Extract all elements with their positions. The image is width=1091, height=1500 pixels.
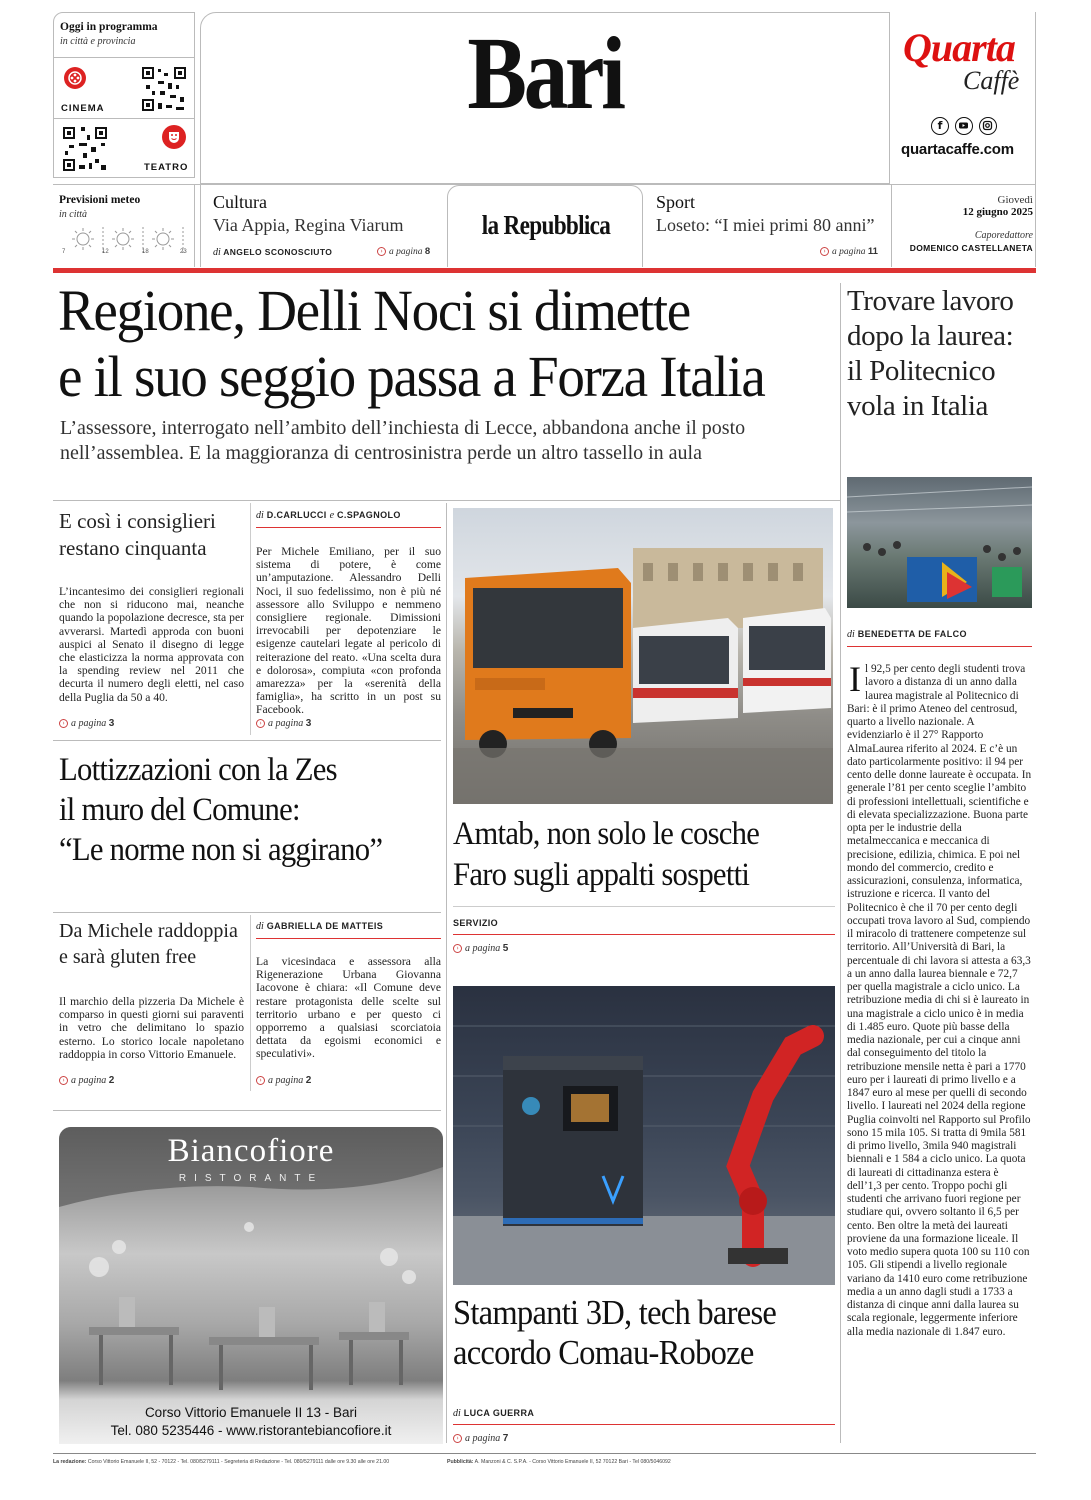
rigenerazione-body: La vicesindaca e assessora alla Rigenerazione Urbana Giovanna Iacovone è chiara: «Il Comune deve restare protagonista delle scelte sul territorio urbano e per questo ci opporremo a qualsiasi scorciatoia dettata da egoismi economici e speculativi». (256, 955, 441, 1061)
emiliano-page-ref[interactable]: › a pagina 3 (256, 718, 311, 729)
meteo-title: Previsioni meteo (59, 194, 141, 206)
ad-address: Corso Vittorio Emanuele II 13 - Bari (144, 1405, 358, 1420)
lead-headline-line-1[interactable]: Regione, Delli Noci si dimette (58, 278, 690, 343)
meteo-hour-1: 7 (62, 249, 66, 255)
programma-box (53, 12, 195, 178)
meteo-hour-4: 23 (180, 249, 187, 255)
date-day: Giovedì (997, 194, 1033, 206)
programma-sub: in città e provincia (60, 36, 136, 47)
arrow-icon: › (820, 247, 829, 256)
ad-contact[interactable]: Tel. 080 5235446 - www.ristorantebiancofiore.it (110, 1423, 392, 1438)
amtab-page-ref[interactable]: › a pagina 5 (453, 943, 508, 954)
teaser-page-ref[interactable]: › a pagina 11 (820, 246, 878, 257)
meteo-sub: in città (59, 209, 88, 220)
teaser-sport[interactable] (648, 188, 890, 266)
programma-title: Oggi in programma (60, 21, 158, 33)
consiglieri-title[interactable]: E così i consiglieri restano cinquanta (59, 509, 216, 560)
amtab-line-1: Amtab, non solo le cosche (453, 816, 760, 852)
arrow-icon: › (59, 719, 68, 728)
meteo-hour-3: 18 (142, 249, 149, 255)
lottizzazioni-line-1: Lottizzazioni con la Zes (59, 752, 337, 788)
politecnico-photo[interactable] (847, 477, 1032, 608)
city-title: Bari (467, 16, 623, 131)
teaser-title[interactable]: Via Appia, Regina Viarum (213, 215, 404, 235)
meteo-box (53, 185, 195, 267)
teatro-qr-code[interactable] (61, 125, 109, 173)
repubblica-logo-box[interactable] (447, 185, 643, 267)
politecnico-author: di BENEDETTA DE FALCO (847, 629, 967, 640)
consiglieri-page-ref[interactable]: › a pagina 3 (59, 718, 114, 729)
politecnico-body: l 92,5 per cento degli studenti trova lavoro a distanza di un anno dalla laurea magistrale al Politecnico di Bari: è il primo Ateneo del centrosud, quarto a livello nazionale. A evidenziarlo è il 27° Rapporto AlmaLaurea riferito al 2024. E c’è un dato particolarmente positivo: il 94 per cento delle donne laureate è occupata. In generale l’81 per cento sceglie l’ambito di professioni intellettuali, scientifiche e di elevata specializzazione. Buona parte opta per le industrie della metalmeccanica e meccanica di precisione, edilizia, chimica. E poi nel mondo del commercio, credito e assicurazioni, consulenza, informatica, istruzione e ricerca. Il vanto del Politecnico è che il 70 per cento degli occupati trova lavoro al Sud, compiendo il miracolo di trattenere competenze sul territorio. All’Università di Bari, la percentuale di chi lavora si attesta a 63,3 a un anno dalla laurea biennale e 72,7 per quella magistrale a ciclo unico. La retribuzione media di chi si è laureato in una magistrale a ciclo unico è in media di 1.485 euro. Quote più basse della media nazionale, per cui a cinque anni dal conseguimento del titolo la retribuzione mensile netta è pari a 1770 euro per i laureati di primo livello e a 1847 euro al mese per quelli di secondo livello. I laureati nel 2024 della regione Puglia coinvolti nel Rapporto sul Profilo sono 15 mila 105. Si tratta di 9mila 581 di primo livello, 3mila 940 magistrali biennali e 1 584 a ciclo unico. La quota di laureati di cittadinanza estera è dell’1,3 per cento. Troppo pochi gli studenti che arrivano fuori regione per studiare qui, ovvero soltanto il 6,5 per cento. Ben oltre la metà dei laureati proviene da una formazione liceale. Il voto medio supera quota 100 su 110 con 105. Gli stipendi a livello regionale variano da 1410 euro come retribuzione media a un anno dagli studi a 1733 a distanza di cinque anni dalla laurea su scala regionale, leggermente inferiore alla media nazionale di 1.847 euro. (847, 663, 1032, 1338)
teatro-label[interactable]: TEATRO (144, 162, 189, 173)
teaser-page-ref[interactable]: › a pagina 8 (377, 246, 430, 257)
youtube-icon[interactable] (955, 117, 973, 135)
date-block (893, 188, 1033, 266)
arrow-icon: › (256, 719, 265, 728)
sponsor-sub: Caffè (963, 66, 1020, 95)
teaser-section-label: Sport (656, 192, 696, 212)
stampanti-author: di LUCA GUERRA (453, 1408, 535, 1419)
rigenerazione-author: di GABRIELLA DE MATTEIS (256, 921, 384, 932)
amtab-tag: SERVIZIO (453, 918, 499, 928)
meteo-icons (61, 223, 191, 257)
cinema-label[interactable]: CINEMA (61, 103, 105, 114)
stampanti-page-ref[interactable]: › a pagina 7 (453, 1433, 508, 1444)
teaser-section-label: Cultura (213, 192, 267, 212)
sponsor-block[interactable] (893, 20, 1043, 170)
teaser-title[interactable]: Loseto: “I miei primi 80 anni” (656, 215, 875, 235)
stampanti-line-2: accordo Comau-Roboze (453, 1333, 754, 1372)
politecnico-article (847, 659, 1032, 1339)
date: 12 giugno 2025 (962, 206, 1033, 218)
lottizzazioni-line-3: “Le norme non si aggirano” (59, 832, 383, 868)
footer-redazione: La redazione: Corso Vittorio Emanuele II, 52 - 70122 - Tel. 080/5279111 - Segreteria di Redazione - Tel. 080/5279111 dalle ore 9.30 alle ore 21.00 (53, 1459, 390, 1465)
amtab-line-2: Faro sugli appalti sospetti (453, 857, 750, 893)
stampanti-headline[interactable] (453, 1293, 776, 1373)
instagram-icon[interactable] (979, 117, 997, 135)
arrow-icon: › (453, 944, 462, 953)
biancofiore-ad[interactable] (59, 1127, 443, 1444)
cinema-qr-code[interactable] (140, 65, 188, 113)
caporedattore-label: Caporedattore (974, 230, 1033, 241)
amtab-buses-photo[interactable] (453, 508, 833, 804)
teaser-author: di ANGELO SCONOSCIUTO (213, 247, 333, 258)
caporedattore-name: DOMENICO CASTELLANETA (909, 243, 1033, 253)
cinema-icon[interactable] (64, 67, 86, 89)
politecnico-title[interactable]: Trovare lavoro dopo la laurea: il Politecnico vola in Italia (847, 285, 1014, 422)
amtab-headline[interactable] (453, 814, 759, 896)
arrow-icon: › (377, 247, 386, 256)
stampanti-line-1: Stampanti 3D, tech barese (453, 1293, 777, 1332)
ad-brand-name: Biancofiore (167, 1133, 335, 1169)
lead-summary: L’assessore, interrogato nell’ambito dell’inchiesta di Lecce, abbandona anche il posto nell’assemblea. E la maggioranza di centrosinistra perde un altro tassello in aula (60, 417, 746, 464)
footer-pubblicita: Pubblicità: A. Manzoni & C. S.P.A. - Corso Vittorio Emanuele II, 52 70122 Bari - Tel 080/5046092 (447, 1459, 671, 1465)
meteo-hour-2: 12 (102, 249, 109, 255)
arrow-icon: › (256, 1076, 265, 1085)
arrow-icon: › (453, 1434, 462, 1443)
teaser-cultura[interactable] (205, 188, 445, 266)
emiliano-author: di D.CARLUCCI e C.SPAGNOLO (256, 510, 401, 521)
lottizzazioni-line-2: il muro del Comune: (59, 792, 300, 828)
damichele-title[interactable]: Da Michele raddoppia e sarà gluten free (59, 920, 238, 968)
lead-headline-line-2[interactable]: e il suo seggio passa a Forza Italia (58, 344, 765, 409)
repubblica-logo[interactable]: la Repubblica (481, 210, 611, 240)
ad-brand-sub: RISTORANTE (178, 1173, 324, 1184)
emiliano-body: Per Michele Emiliano, per il suo sistema di potere, è come un’amputazione. Alessandro Delli Noci, il suo fedelissimo, non è più né assessore allo Sviluppo e nemmeno consigliere regionale. Dimissioni irrevocabili per depotenziare le esigenze cautelari legate al pericolo di reiterazione del reato. «Una scelta dura e dolorosa», compiuta «con profonda amarezza» per la «serenità della famiglia», ha scritto in un post su Facebook. (256, 545, 441, 717)
arrow-icon: › (59, 1076, 68, 1085)
stampanti-3d-photo[interactable] (453, 986, 835, 1285)
facebook-icon[interactable]: f (931, 117, 949, 135)
header-red-rule (53, 268, 1036, 273)
masthead-title-box (200, 12, 890, 184)
teatro-icon[interactable] (162, 125, 186, 149)
damichele-body: Il marchio della pizzeria Da Michele è comparso in questi giorni sui paraventi in vetro che delimitano lo spazio esterno. Lo storico locale napoletano raddoppia in corso Vittorio Emanuele. (59, 995, 244, 1061)
lottizzazioni-headline[interactable] (59, 750, 382, 870)
politecnico-dropcap: I (849, 659, 861, 699)
rigenerazione-page-ref[interactable]: › a pagina 2 (256, 1075, 311, 1086)
sponsor-brand: Quarta (903, 25, 1015, 70)
sponsor-url[interactable]: quartacaffe.com (901, 141, 1014, 158)
consiglieri-body: L’incantesimo dei consiglieri regionali che non si riducono mai, neanche quando la popolazione decresce, sta per avverarsi. Martedì approda con buoni auspici al Senato il disegno di legge che elasticizza la norma approvata con la spending review nel 2011 che decurta il numero degli eletti, nel caso della Puglia da 50 a 40. (59, 585, 244, 704)
sponsor-logo[interactable] (899, 20, 1039, 112)
damichele-page-ref[interactable]: › a pagina 2 (59, 1075, 114, 1086)
